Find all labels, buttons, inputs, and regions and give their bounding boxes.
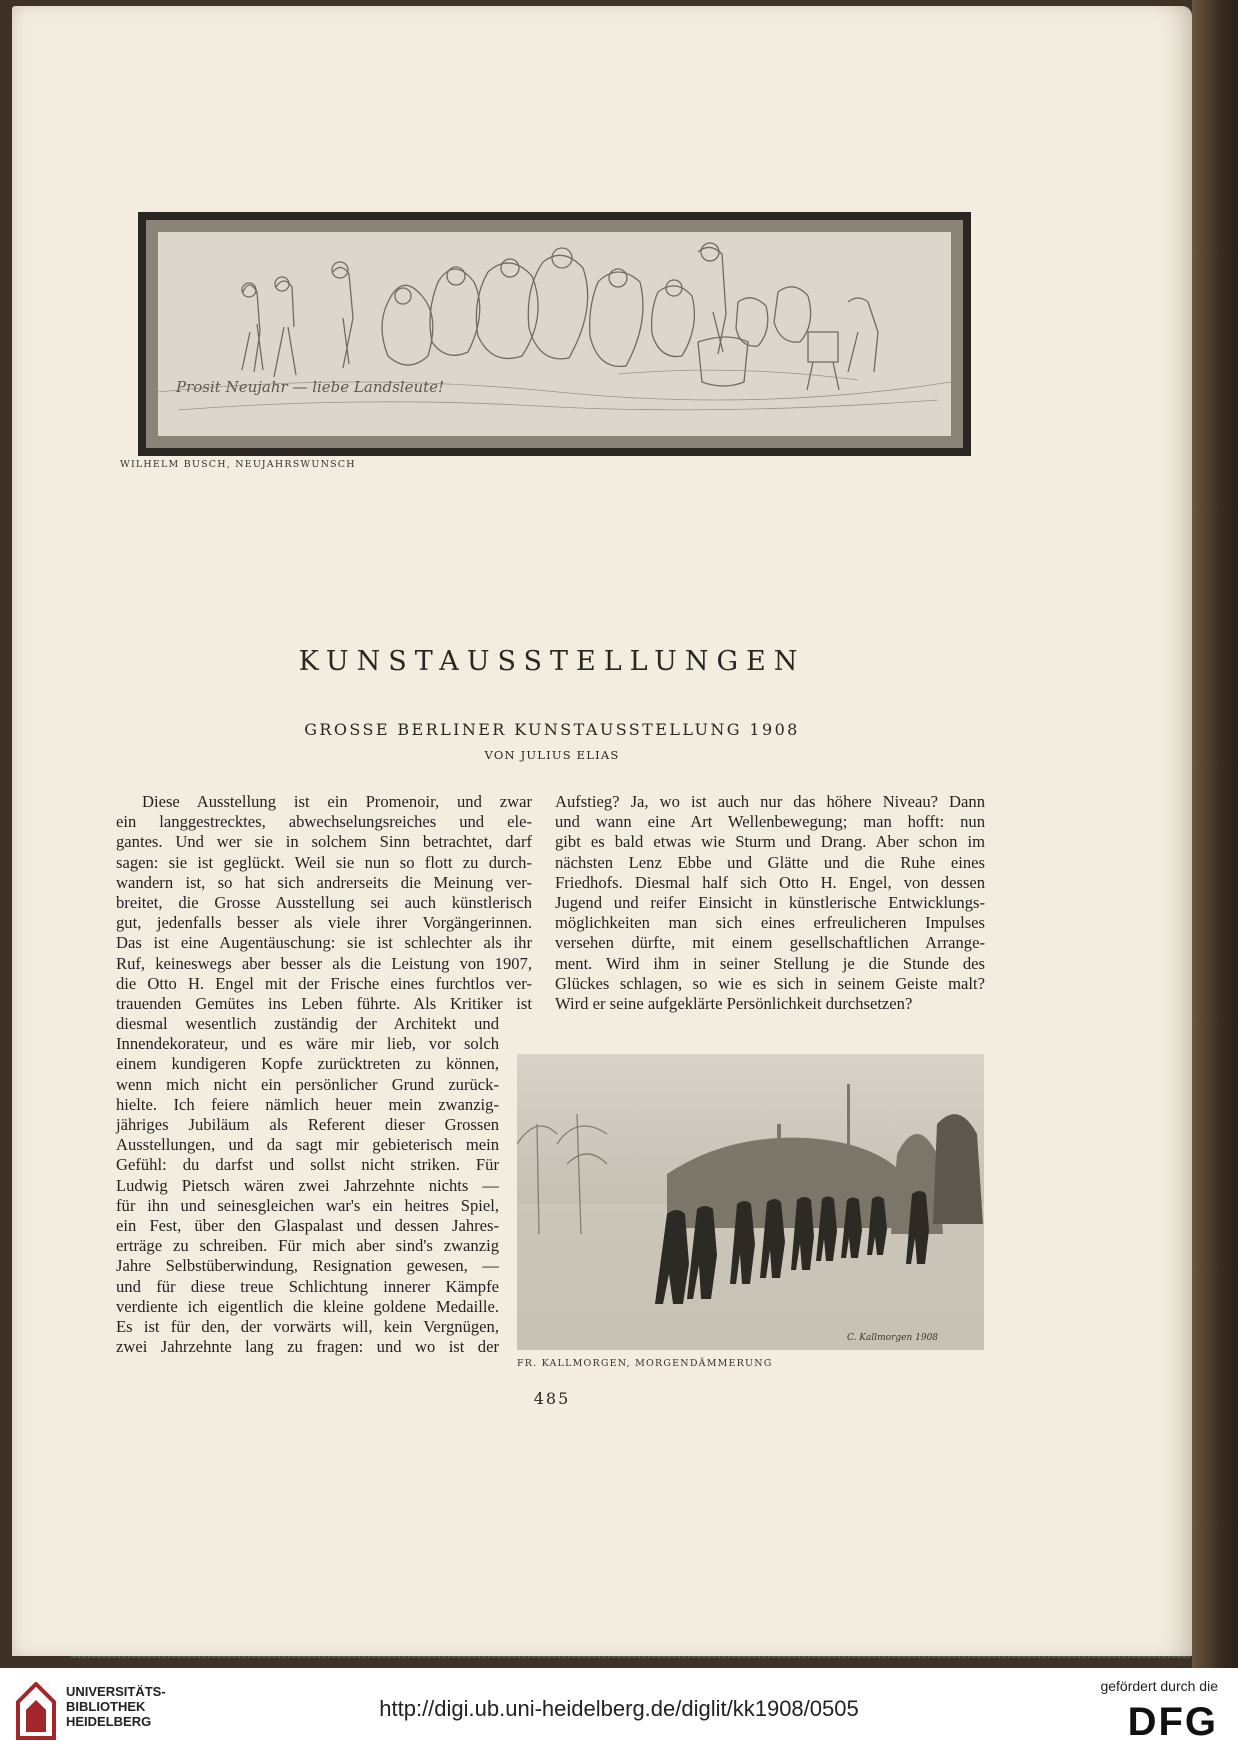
text-line: ein Fest, über den Glaspalast und dessen Jahres-: [116, 1216, 499, 1236]
text-line: Friedhofs. Diesmal half sich Otto H. Engel, von dessen: [555, 872, 985, 892]
text-line: Das ist eine Augentäuschung: sie ist schlechter als ihr: [116, 933, 532, 953]
text-line: Es ist für den, der vorwärts will, kein Vergnügen,: [116, 1317, 499, 1337]
text-line: versehen dürfte, mit einem gesellschaftlichen Arrange-: [555, 933, 985, 953]
viewer-footer: [0, 1668, 1238, 1753]
text-line: ein langgestrecktes, abwechselungsreiches und ele-: [116, 812, 532, 832]
busch-drawing-frame: [138, 212, 971, 456]
text-line: Jugend und reifer Einsicht in künstlerische Entwicklungs-: [555, 893, 985, 913]
text-line: gut, jedenfalls besser als viele ihrer Vorgängerinnen.: [116, 913, 532, 933]
text-line: gibt es bald etwas wie Sturm und Drang. Aber schon im: [555, 832, 985, 852]
book-edge: [1192, 0, 1238, 1668]
text-line: verdiente ich eigentlich die kleine goldene Medaille.: [116, 1296, 499, 1316]
text-line: die Otto H. Engel mit der Frische eines furchtlos ver-: [116, 973, 532, 993]
article-subtitle: GROSSE BERLINER KUNSTAUSSTELLUNG 1908: [304, 720, 800, 739]
section-title: KUNSTAUSSTELLUNGEN: [298, 646, 806, 677]
text-line: jähriges Jubiläum als Referent dieser Grossen: [116, 1115, 499, 1135]
text-line: für ihn und seinesgleichen war's ein heitres Spiel,: [116, 1195, 499, 1215]
text-line: trauenden Gemütes ins Leben führte. Als Kritiker ist: [116, 994, 532, 1014]
dfg-logo: DFG: [1127, 1700, 1218, 1744]
text-line: Glückes schlagen, so wie es sich in seinem Geiste malt?: [555, 973, 985, 993]
text-line: ment. Wird ihm in seiner Stellung je die Stunde des: [555, 953, 985, 973]
text-line: breitet, die Grosse Ausstellung sei auch künstlerisch: [116, 893, 532, 913]
kallmorgen-street-scene: [517, 1054, 984, 1350]
text-line: diesmal wesentlich zuständig der Architekt und: [116, 1014, 499, 1033]
library-line: UNIVERSITÄTS-: [66, 1684, 166, 1699]
column-left-bottom: [116, 1014, 499, 1357]
column-left-top: [116, 792, 532, 1014]
text-line: hielte. Ich feiere nämlich heuer mein zwanzig-: [116, 1094, 499, 1114]
text-line: Ludwig Pietsch wären zwei Jahrzehnte nichts —: [116, 1175, 499, 1195]
text-line: Wird er seine aufgeklärte Persönlichkeit durchsetzen?: [555, 994, 913, 1014]
funding-label: gefördert durch die: [1100, 1678, 1218, 1694]
text-line: Jahre Selbstüberwindung, Resignation gewesen, —: [116, 1256, 499, 1276]
text-line: und für diese treue Schlichtung innerer Kämpfe: [116, 1276, 499, 1296]
library-line: HEIDELBERG: [66, 1714, 152, 1729]
text-line: wandern ist, so hat sich andrerseits die Meinung ver-: [116, 872, 532, 892]
caption-busch: WILHELM BUSCH, NEUJAHRSWUNSCH: [120, 459, 356, 470]
text-line: zwei Jahrzehnte lang zu fragen: und wo ist der: [116, 1337, 499, 1357]
busch-drawing: [158, 232, 951, 436]
text-line: sagen: sie ist geglückt. Weil sie nun so flott zu durch-: [116, 852, 532, 872]
column-right: [555, 792, 985, 1014]
busch-sketch-figures: [158, 232, 951, 436]
kallmorgen-signature: C. Kallmorgen 1908: [847, 1333, 939, 1343]
kallmorgen-painting: [517, 1054, 984, 1350]
text-line: möglichkeiten man sich eines erfreulicheren Impulses: [555, 913, 985, 933]
text-line: nächsten Lenz Ebbe und Glätte und die Ruhe eines: [555, 852, 985, 872]
text-line: wenn mich nicht ein persönlicher Grund zurück-: [116, 1074, 499, 1094]
caption-kallmorgen: FR. KALLMORGEN, MORGENDÄMMERUNG: [517, 1358, 773, 1369]
page-number: 485: [533, 1389, 571, 1408]
text-line: einem kundigeren Kopfe zurücktreten zu können,: [116, 1054, 499, 1074]
text-line: erträge zu schreiben. Für mich aber sind's zwanzig: [116, 1236, 499, 1256]
permalink-url[interactable]: http://digi.ub.uni-heidelberg.de/diglit/kk1908/0505: [379, 1696, 859, 1721]
article-byline: VON JULIUS ELIAS: [484, 748, 620, 762]
text-line: Ruf, keineswegs aber besser als die Leistung von 1907,: [116, 953, 532, 973]
page-sheet: [12, 6, 1192, 1656]
library-line: BIBLIOTHEK: [66, 1699, 146, 1714]
text-line: Ausstellungen, und da sagt mir gebieterisch mein: [116, 1135, 499, 1155]
text-line: und wann eine Art Wellenbewegung; man hofft: nun: [555, 812, 985, 832]
text-line: Innendekorateur, und es wäre mir lieb, vor solch: [116, 1034, 499, 1054]
text-line: Aufstieg? Ja, wo ist auch nur das höhere Niveau? Dann: [555, 792, 985, 811]
busch-signature: Prosit Neujahr — liebe Landsleute!: [176, 378, 445, 396]
text-line: gantes. Und wer sie in solchem Sinn betrachtet, darf: [116, 832, 532, 852]
text-line: Diese Ausstellung ist ein Promenoir, und zwar: [142, 792, 532, 811]
text-line: Gefühl: du darfst und sollst nicht striken. Für: [116, 1155, 499, 1175]
